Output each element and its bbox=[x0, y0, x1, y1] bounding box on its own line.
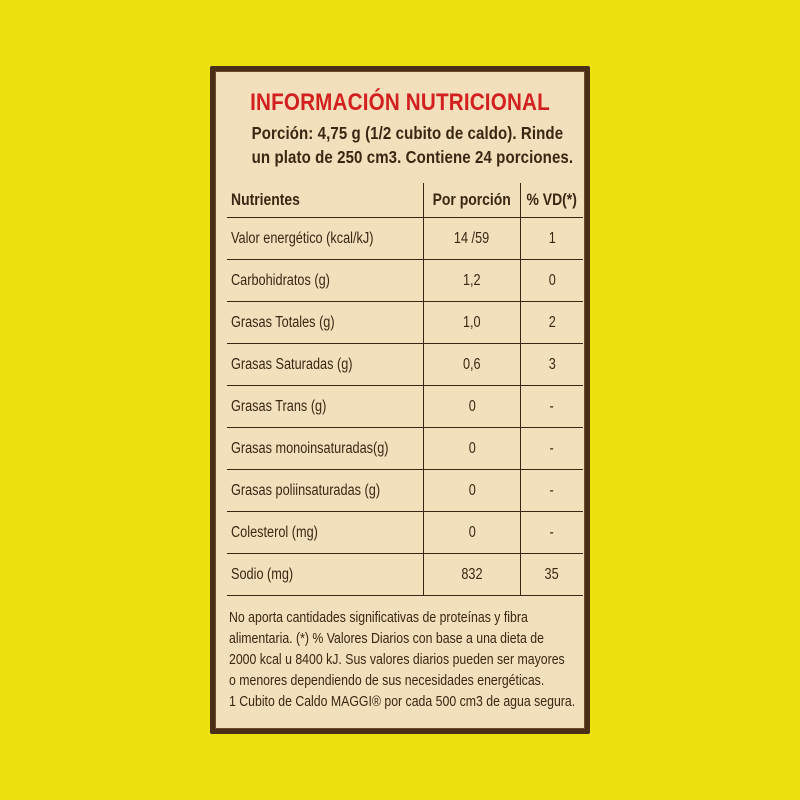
per-portion-value: 0 bbox=[424, 386, 521, 428]
table-row bbox=[227, 428, 583, 470]
table-row bbox=[227, 512, 583, 554]
table-header-row bbox=[227, 183, 583, 218]
portion-line-2: un plato de 250 cm3. Contiene 24 porciones. bbox=[251, 147, 574, 167]
nutrient-name: Grasas Saturadas (g) bbox=[227, 344, 424, 386]
nutrient-name: Carbohidratos (g) bbox=[227, 260, 424, 302]
table-row bbox=[227, 218, 583, 260]
per-portion-value: 0,6 bbox=[424, 344, 521, 386]
vd-value: 35 bbox=[520, 554, 583, 596]
nutrient-name: Grasas monoinsaturadas(g) bbox=[227, 428, 424, 470]
vd-value: 3 bbox=[520, 344, 583, 386]
per-portion-value: 0 bbox=[424, 512, 521, 554]
table-row bbox=[227, 386, 583, 428]
footnote-line: o menores dependiendo de sus necesidades energéticas. bbox=[229, 672, 545, 689]
table-row bbox=[227, 554, 583, 596]
footnote-line: 2000 kcal u 8400 kJ. Sus valores diarios pueden ser mayores bbox=[229, 651, 565, 668]
footnote-line: alimentaria. (*) % Valores Diarios con base a una dieta de bbox=[229, 630, 544, 647]
table-row bbox=[227, 344, 583, 386]
nutrient-name: Colesterol (mg) bbox=[227, 512, 424, 554]
nutrient-name: Grasas Totales (g) bbox=[227, 302, 424, 344]
footnote-line: 1 Cubito de Caldo MAGGI® por cada 500 cm3 de agua segura. bbox=[229, 693, 576, 710]
nutrient-name: Grasas Trans (g) bbox=[227, 386, 424, 428]
portion-line-1: Porción: 4,75 g (1/2 cubito de caldo). Rinde bbox=[251, 123, 564, 143]
vd-value: - bbox=[520, 428, 583, 470]
per-portion-value: 0 bbox=[424, 470, 521, 512]
vd-value: - bbox=[520, 386, 583, 428]
nutrition-label bbox=[210, 66, 590, 734]
per-portion-value: 14 /59 bbox=[424, 218, 521, 260]
nutrient-name: Grasas poliinsaturadas (g) bbox=[227, 470, 424, 512]
footnote-line: No aporta cantidades significativas de proteínas y fibra bbox=[229, 609, 528, 626]
header-vd: % VD(*) bbox=[520, 183, 583, 218]
nutrient-name: Valor energético (kcal/kJ) bbox=[227, 218, 424, 260]
vd-value: 2 bbox=[520, 302, 583, 344]
per-portion-value: 1,0 bbox=[424, 302, 521, 344]
table-row bbox=[227, 260, 583, 302]
footnote bbox=[229, 607, 581, 712]
nutrition-table bbox=[227, 183, 583, 596]
label-title: INFORMACIÓN NUTRICIONAL bbox=[250, 89, 550, 116]
per-portion-value: 832 bbox=[424, 554, 521, 596]
per-portion-value: 0 bbox=[424, 428, 521, 470]
header-per-portion: Por porción bbox=[424, 183, 521, 218]
vd-value: - bbox=[520, 470, 583, 512]
table-row bbox=[227, 302, 583, 344]
vd-value: 1 bbox=[520, 218, 583, 260]
portion-info bbox=[227, 121, 579, 169]
nutrient-name: Sodio (mg) bbox=[227, 554, 424, 596]
vd-value: 0 bbox=[520, 260, 583, 302]
table-row bbox=[227, 470, 583, 512]
per-portion-value: 1,2 bbox=[424, 260, 521, 302]
header-nutrients: Nutrientes bbox=[231, 190, 300, 209]
vd-value: - bbox=[520, 512, 583, 554]
